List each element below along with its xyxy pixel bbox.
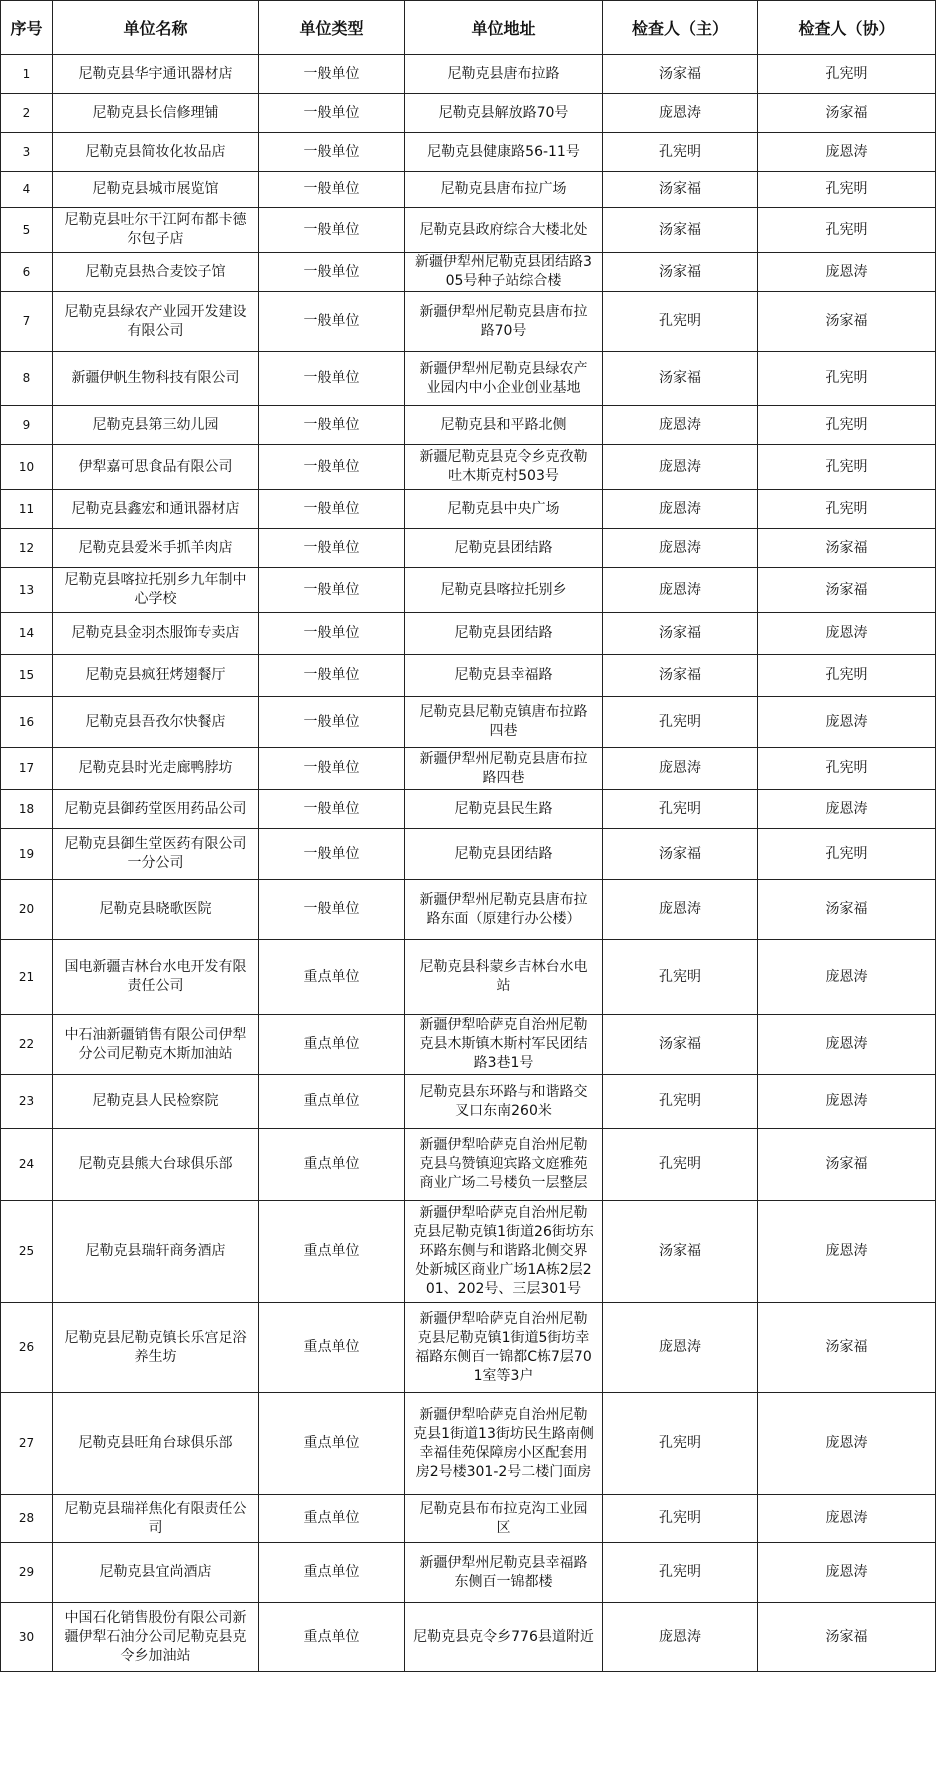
- assist-inspector-cell: 孔宪明: [758, 172, 936, 208]
- header-unit-name: 单位名称: [53, 1, 259, 55]
- unit-type-cell: 重点单位: [259, 940, 405, 1015]
- row-number-cell: 4: [1, 172, 53, 208]
- unit-address-cell: 尼勒克县唐布拉路: [405, 55, 603, 94]
- unit-name-cell: 尼勒克县旺角台球俱乐部: [53, 1393, 259, 1495]
- table-row: [1, 352, 936, 406]
- assist-inspector-cell: 汤家福: [758, 1129, 936, 1201]
- row-number-cell: 2: [1, 94, 53, 133]
- main-inspector-cell: 庞恩涛: [603, 748, 758, 790]
- main-inspector-cell: 庞恩涛: [603, 406, 758, 445]
- unit-address-cell: 新疆伊犁州尼勒克县唐布拉路东面（原建行办公楼）: [405, 880, 603, 940]
- unit-address-cell: 尼勒克县健康路56-11号: [405, 133, 603, 172]
- unit-address-cell: 新疆伊犁州尼勒克县唐布拉路70号: [405, 292, 603, 352]
- assist-inspector-cell: 庞恩涛: [758, 790, 936, 829]
- assist-inspector-cell: 汤家福: [758, 529, 936, 568]
- assist-inspector-cell: 庞恩涛: [758, 1075, 936, 1129]
- row-number-cell: 9: [1, 406, 53, 445]
- table-row: [1, 445, 936, 490]
- row-number-cell: 15: [1, 655, 53, 697]
- header-assist-inspector: 检查人（协）: [758, 1, 936, 55]
- unit-type-cell: 一般单位: [259, 568, 405, 613]
- table-row: [1, 748, 936, 790]
- table-row: [1, 133, 936, 172]
- unit-address-cell: 尼勒克县民生路: [405, 790, 603, 829]
- main-inspector-cell: 汤家福: [603, 613, 758, 655]
- row-number-cell: 5: [1, 208, 53, 253]
- main-inspector-cell: 庞恩涛: [603, 880, 758, 940]
- main-inspector-cell: 庞恩涛: [603, 568, 758, 613]
- unit-address-cell: 新疆伊犁哈萨克自治州尼勒克县尼勒克镇1街道26街坊东环路东侧与和谐路北侧交界处新城区商业广场1A栋2层201、202号、三层301号: [405, 1201, 603, 1303]
- main-inspector-cell: 汤家福: [603, 1015, 758, 1075]
- main-inspector-cell: 庞恩涛: [603, 1303, 758, 1393]
- row-number-cell: 27: [1, 1393, 53, 1495]
- unit-address-cell: 新疆伊犁州尼勒克县绿农产业园内中小企业创业基地: [405, 352, 603, 406]
- unit-type-cell: 一般单位: [259, 406, 405, 445]
- unit-name-cell: 尼勒克县尼勒克镇长乐宫足浴养生坊: [53, 1303, 259, 1393]
- unit-type-cell: 一般单位: [259, 133, 405, 172]
- unit-type-cell: 一般单位: [259, 253, 405, 292]
- table-row: [1, 1015, 936, 1075]
- table-row: [1, 529, 936, 568]
- unit-address-cell: 尼勒克县中央广场: [405, 490, 603, 529]
- table-row: [1, 1543, 936, 1603]
- table-row: [1, 1075, 936, 1129]
- unit-address-cell: 尼勒克县政府综合大楼北处: [405, 208, 603, 253]
- unit-type-cell: 重点单位: [259, 1393, 405, 1495]
- table-row: [1, 406, 936, 445]
- table-row: [1, 1495, 936, 1543]
- unit-address-cell: 尼勒克县团结路: [405, 613, 603, 655]
- main-inspector-cell: 庞恩涛: [603, 94, 758, 133]
- main-inspector-cell: 孔宪明: [603, 790, 758, 829]
- table-row: [1, 613, 936, 655]
- row-number-cell: 13: [1, 568, 53, 613]
- row-number-cell: 7: [1, 292, 53, 352]
- table-row: [1, 490, 936, 529]
- header-main-inspector: 检查人（主）: [603, 1, 758, 55]
- table-row: [1, 172, 936, 208]
- table-row: [1, 790, 936, 829]
- unit-name-cell: 尼勒克县鑫宏和通讯器材店: [53, 490, 259, 529]
- main-inspector-cell: 孔宪明: [603, 292, 758, 352]
- main-inspector-cell: 汤家福: [603, 1201, 758, 1303]
- assist-inspector-cell: 汤家福: [758, 94, 936, 133]
- row-number-cell: 14: [1, 613, 53, 655]
- row-number-cell: 28: [1, 1495, 53, 1543]
- assist-inspector-cell: 孔宪明: [758, 748, 936, 790]
- unit-name-cell: 尼勒克县第三幼儿园: [53, 406, 259, 445]
- table-row: [1, 568, 936, 613]
- unit-name-cell: 中国石化销售股份有限公司新疆伊犁石油分公司尼勒克县克令乡加油站: [53, 1603, 259, 1672]
- unit-name-cell: 尼勒克县御药堂医用药品公司: [53, 790, 259, 829]
- main-inspector-cell: 孔宪明: [603, 133, 758, 172]
- main-inspector-cell: 汤家福: [603, 829, 758, 880]
- row-number-cell: 25: [1, 1201, 53, 1303]
- unit-name-cell: 尼勒克县吐尔干江阿布都卡德尔包子店: [53, 208, 259, 253]
- table-row: [1, 94, 936, 133]
- assist-inspector-cell: 汤家福: [758, 292, 936, 352]
- table-row: [1, 940, 936, 1015]
- unit-name-cell: 尼勒克县简妆化妆品店: [53, 133, 259, 172]
- table-row: [1, 55, 936, 94]
- unit-name-cell: 尼勒克县吾孜尔快餐店: [53, 697, 259, 748]
- table-row: [1, 1303, 936, 1393]
- unit-type-cell: 重点单位: [259, 1129, 405, 1201]
- unit-address-cell: 新疆伊犁州尼勒克县幸福路东侧百一锦都楼: [405, 1543, 603, 1603]
- main-inspector-cell: 汤家福: [603, 172, 758, 208]
- row-number-cell: 22: [1, 1015, 53, 1075]
- unit-name-cell: 尼勒克县爱米手抓羊肉店: [53, 529, 259, 568]
- main-inspector-cell: 汤家福: [603, 655, 758, 697]
- assist-inspector-cell: 汤家福: [758, 880, 936, 940]
- row-number-cell: 12: [1, 529, 53, 568]
- assist-inspector-cell: 庞恩涛: [758, 940, 936, 1015]
- unit-type-cell: 重点单位: [259, 1075, 405, 1129]
- unit-name-cell: 尼勒克县瑞祥焦化有限责任公司: [53, 1495, 259, 1543]
- table-row: [1, 1603, 936, 1672]
- row-number-cell: 24: [1, 1129, 53, 1201]
- unit-address-cell: 新疆伊犁州尼勒克县唐布拉路四巷: [405, 748, 603, 790]
- assist-inspector-cell: 孔宪明: [758, 352, 936, 406]
- unit-name-cell: 新疆伊帆生物科技有限公司: [53, 352, 259, 406]
- assist-inspector-cell: 庞恩涛: [758, 1393, 936, 1495]
- unit-address-cell: 尼勒克县喀拉托别乡: [405, 568, 603, 613]
- unit-type-cell: 一般单位: [259, 172, 405, 208]
- unit-type-cell: 重点单位: [259, 1015, 405, 1075]
- table-row: [1, 829, 936, 880]
- row-number-cell: 11: [1, 490, 53, 529]
- unit-name-cell: 伊犁嘉可思食品有限公司: [53, 445, 259, 490]
- unit-name-cell: 尼勒克县热合麦饺子馆: [53, 253, 259, 292]
- assist-inspector-cell: 孔宪明: [758, 55, 936, 94]
- unit-name-cell: 尼勒克县御生堂医药有限公司一分公司: [53, 829, 259, 880]
- assist-inspector-cell: 庞恩涛: [758, 1543, 936, 1603]
- unit-name-cell: 中石油新疆销售有限公司伊犁分公司尼勒克木斯加油站: [53, 1015, 259, 1075]
- table-row: [1, 208, 936, 253]
- main-inspector-cell: 孔宪明: [603, 1129, 758, 1201]
- unit-type-cell: 一般单位: [259, 880, 405, 940]
- main-inspector-cell: 孔宪明: [603, 1495, 758, 1543]
- unit-address-cell: 新疆伊犁哈萨克自治州尼勒克县乌赞镇迎宾路文庭雅苑商业广场二号楼负一层整层: [405, 1129, 603, 1201]
- unit-name-cell: 国电新疆吉林台水电开发有限责任公司: [53, 940, 259, 1015]
- table-row: [1, 292, 936, 352]
- unit-name-cell: 尼勒克县金羽杰服饰专卖店: [53, 613, 259, 655]
- header-unit-address: 单位地址: [405, 1, 603, 55]
- row-number-cell: 21: [1, 940, 53, 1015]
- unit-type-cell: 重点单位: [259, 1543, 405, 1603]
- unit-address-cell: 尼勒克县东环路与和谐路交叉口东南260米: [405, 1075, 603, 1129]
- unit-address-cell: 新疆伊犁哈萨克自治州尼勒克县1街道13街坊民生路南侧幸福佳苑保障房小区配套用房2号楼301-2号二楼门面房: [405, 1393, 603, 1495]
- unit-type-cell: 一般单位: [259, 352, 405, 406]
- header-unit-type: 单位类型: [259, 1, 405, 55]
- unit-type-cell: 一般单位: [259, 94, 405, 133]
- main-inspector-cell: 孔宪明: [603, 1393, 758, 1495]
- assist-inspector-cell: 孔宪明: [758, 655, 936, 697]
- main-inspector-cell: 孔宪明: [603, 697, 758, 748]
- unit-name-cell: 尼勒克县绿农产业园开发建设有限公司: [53, 292, 259, 352]
- assist-inspector-cell: 汤家福: [758, 1303, 936, 1393]
- unit-name-cell: 尼勒克县人民检察院: [53, 1075, 259, 1129]
- main-inspector-cell: 庞恩涛: [603, 1603, 758, 1672]
- row-number-cell: 16: [1, 697, 53, 748]
- unit-address-cell: 新疆伊犁哈萨克自治州尼勒克县尼勒克镇1街道5街坊幸福路东侧百一锦都C栋7层701室等3户: [405, 1303, 603, 1393]
- table-row: [1, 697, 936, 748]
- unit-name-cell: 尼勒克县城市展览馆: [53, 172, 259, 208]
- main-inspector-cell: 汤家福: [603, 208, 758, 253]
- unit-address-cell: 尼勒克县科蒙乡吉林台水电站: [405, 940, 603, 1015]
- table-row: [1, 1393, 936, 1495]
- unit-type-cell: 重点单位: [259, 1495, 405, 1543]
- main-inspector-cell: 孔宪明: [603, 1543, 758, 1603]
- row-number-cell: 30: [1, 1603, 53, 1672]
- assist-inspector-cell: 庞恩涛: [758, 697, 936, 748]
- assist-inspector-cell: 孔宪明: [758, 490, 936, 529]
- assist-inspector-cell: 孔宪明: [758, 445, 936, 490]
- assist-inspector-cell: 孔宪明: [758, 406, 936, 445]
- assist-inspector-cell: 汤家福: [758, 1603, 936, 1672]
- unit-name-cell: 尼勒克县长信修理铺: [53, 94, 259, 133]
- unit-name-cell: 尼勒克县疯狂烤翅餐厅: [53, 655, 259, 697]
- unit-name-cell: 尼勒克县瑞轩商务酒店: [53, 1201, 259, 1303]
- unit-address-cell: 尼勒克县尼勒克镇唐布拉路四巷: [405, 697, 603, 748]
- unit-name-cell: 尼勒克县晓歌医院: [53, 880, 259, 940]
- main-inspector-cell: 汤家福: [603, 55, 758, 94]
- unit-type-cell: 重点单位: [259, 1201, 405, 1303]
- unit-address-cell: 尼勒克县和平路北侧: [405, 406, 603, 445]
- main-inspector-cell: 孔宪明: [603, 940, 758, 1015]
- row-number-cell: 29: [1, 1543, 53, 1603]
- unit-type-cell: 一般单位: [259, 445, 405, 490]
- unit-name-cell: 尼勒克县熊大台球俱乐部: [53, 1129, 259, 1201]
- unit-address-cell: 新疆伊犁哈萨克自治州尼勒克县木斯镇木斯村军民团结路3巷1号: [405, 1015, 603, 1075]
- row-number-cell: 23: [1, 1075, 53, 1129]
- row-number-cell: 3: [1, 133, 53, 172]
- unit-type-cell: 一般单位: [259, 490, 405, 529]
- unit-address-cell: 尼勒克县团结路: [405, 529, 603, 568]
- unit-address-cell: 尼勒克县幸福路: [405, 655, 603, 697]
- main-inspector-cell: 庞恩涛: [603, 529, 758, 568]
- row-number-cell: 6: [1, 253, 53, 292]
- assist-inspector-cell: 庞恩涛: [758, 253, 936, 292]
- unit-type-cell: 重点单位: [259, 1303, 405, 1393]
- unit-address-cell: 尼勒克县克令乡776县道附近: [405, 1603, 603, 1672]
- header-row: [1, 1, 936, 55]
- assist-inspector-cell: 汤家福: [758, 568, 936, 613]
- unit-type-cell: 一般单位: [259, 748, 405, 790]
- main-inspector-cell: 庞恩涛: [603, 490, 758, 529]
- unit-type-cell: 一般单位: [259, 829, 405, 880]
- unit-type-cell: 一般单位: [259, 55, 405, 94]
- table-row: [1, 655, 936, 697]
- unit-name-cell: 尼勒克县华宇通讯器材店: [53, 55, 259, 94]
- unit-name-cell: 尼勒克县宜尚酒店: [53, 1543, 259, 1603]
- unit-type-cell: 一般单位: [259, 208, 405, 253]
- assist-inspector-cell: 孔宪明: [758, 208, 936, 253]
- assist-inspector-cell: 孔宪明: [758, 829, 936, 880]
- header-no: 序号: [1, 1, 53, 55]
- unit-type-cell: 一般单位: [259, 292, 405, 352]
- unit-name-cell: 尼勒克县喀拉托别乡九年制中心学校: [53, 568, 259, 613]
- row-number-cell: 1: [1, 55, 53, 94]
- main-inspector-cell: 庞恩涛: [603, 445, 758, 490]
- unit-type-cell: 一般单位: [259, 613, 405, 655]
- unit-name-cell: 尼勒克县时光走廊鸭脖坊: [53, 748, 259, 790]
- unit-type-cell: 重点单位: [259, 1603, 405, 1672]
- main-inspector-cell: 汤家福: [603, 253, 758, 292]
- unit-type-cell: 一般单位: [259, 697, 405, 748]
- row-number-cell: 26: [1, 1303, 53, 1393]
- row-number-cell: 20: [1, 880, 53, 940]
- row-number-cell: 19: [1, 829, 53, 880]
- row-number-cell: 17: [1, 748, 53, 790]
- unit-type-cell: 一般单位: [259, 655, 405, 697]
- main-inspector-cell: 汤家福: [603, 352, 758, 406]
- table-row: [1, 1201, 936, 1303]
- assist-inspector-cell: 庞恩涛: [758, 133, 936, 172]
- unit-address-cell: 尼勒克县布布拉克沟工业园区: [405, 1495, 603, 1543]
- main-inspector-cell: 孔宪明: [603, 1075, 758, 1129]
- assist-inspector-cell: 庞恩涛: [758, 1015, 936, 1075]
- table-row: [1, 253, 936, 292]
- unit-address-cell: 新疆尼勒克县克令乡克孜勒吐木斯克村503号: [405, 445, 603, 490]
- unit-address-cell: 尼勒克县唐布拉广场: [405, 172, 603, 208]
- unit-address-cell: 新疆伊犁州尼勒克县团结路305号种子站综合楼: [405, 253, 603, 292]
- row-number-cell: 10: [1, 445, 53, 490]
- table-row: [1, 880, 936, 940]
- assist-inspector-cell: 庞恩涛: [758, 613, 936, 655]
- assist-inspector-cell: 庞恩涛: [758, 1495, 936, 1543]
- table-row: [1, 1129, 936, 1201]
- row-number-cell: 18: [1, 790, 53, 829]
- row-number-cell: 8: [1, 352, 53, 406]
- unit-address-cell: 尼勒克县解放路70号: [405, 94, 603, 133]
- assist-inspector-cell: 庞恩涛: [758, 1201, 936, 1303]
- unit-type-cell: 一般单位: [259, 790, 405, 829]
- unit-address-cell: 尼勒克县团结路: [405, 829, 603, 880]
- unit-type-cell: 一般单位: [259, 529, 405, 568]
